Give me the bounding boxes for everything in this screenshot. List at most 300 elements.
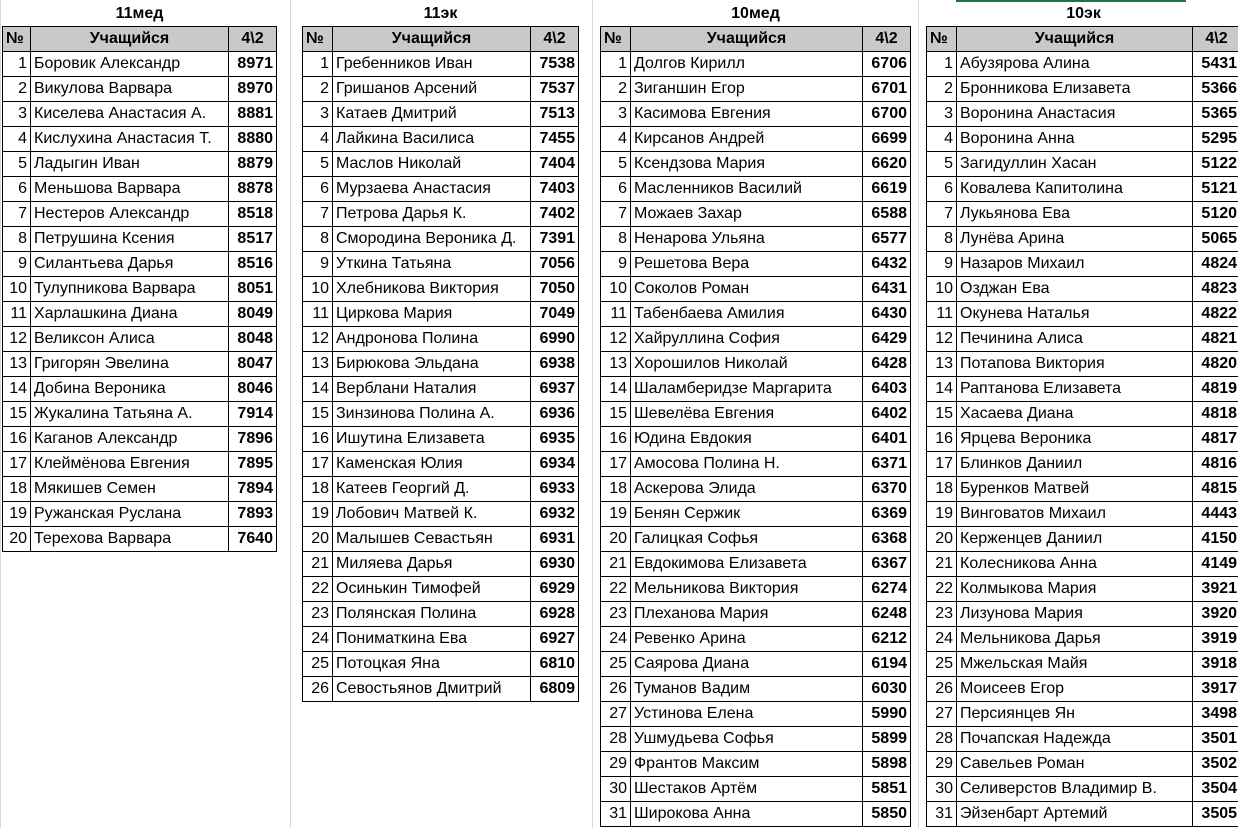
score-cell[interactable]: 4821 (1193, 327, 1238, 352)
student-name-cell[interactable]: Можаев Захар (631, 202, 863, 227)
student-name-cell[interactable]: Терехова Варвара (31, 527, 229, 552)
score-cell[interactable]: 4149 (1193, 552, 1238, 577)
row-number-cell[interactable]: 20 (303, 527, 333, 552)
student-name-cell[interactable]: Воронина Анна (957, 127, 1193, 152)
score-cell[interactable]: 6371 (863, 452, 911, 477)
score-cell[interactable]: 5120 (1193, 202, 1238, 227)
score-cell[interactable]: 6030 (863, 677, 911, 702)
row-number-cell[interactable]: 21 (601, 552, 631, 577)
row-number-cell[interactable]: 15 (303, 402, 333, 427)
student-name-cell[interactable]: Мельникова Виктория (631, 577, 863, 602)
student-name-cell[interactable]: Бирюкова Эльдана (333, 352, 531, 377)
score-cell[interactable]: 8971 (229, 52, 277, 77)
student-name-cell[interactable]: Колесникова Анна (957, 552, 1193, 577)
row-number-cell[interactable]: 24 (303, 627, 333, 652)
score-cell[interactable]: 3917 (1193, 677, 1238, 702)
score-cell[interactable]: 6430 (863, 302, 911, 327)
score-cell[interactable]: 6936 (531, 402, 579, 427)
student-name-cell[interactable]: Харлашкина Диана (31, 302, 229, 327)
row-number-cell[interactable]: 7 (303, 202, 333, 227)
student-name-cell[interactable]: Петрушина Ксения (31, 227, 229, 252)
row-number-cell[interactable]: 31 (927, 802, 957, 827)
score-cell[interactable]: 6370 (863, 477, 911, 502)
score-cell[interactable]: 6933 (531, 477, 579, 502)
student-name-cell[interactable]: Ревенко Арина (631, 627, 863, 652)
student-name-cell[interactable]: Уткина Татьяна (333, 252, 531, 277)
row-number-cell[interactable]: 26 (927, 677, 957, 702)
student-name-cell[interactable]: Смородина Вероника Д. (333, 227, 531, 252)
score-cell[interactable]: 7455 (531, 127, 579, 152)
score-cell[interactable]: 6934 (531, 452, 579, 477)
row-number-cell[interactable]: 9 (601, 252, 631, 277)
student-name-cell[interactable]: Назаров Михаил (957, 252, 1193, 277)
student-name-cell[interactable]: Боровик Александр (31, 52, 229, 77)
row-number-cell[interactable]: 17 (601, 452, 631, 477)
student-name-cell[interactable]: Юдина Евдокия (631, 427, 863, 452)
score-cell[interactable]: 7403 (531, 177, 579, 202)
score-cell[interactable]: 5121 (1193, 177, 1238, 202)
student-name-cell[interactable]: Кирсанов Андрей (631, 127, 863, 152)
row-number-cell[interactable]: 22 (927, 577, 957, 602)
column-header-student[interactable]: Учащийся (631, 27, 863, 52)
student-name-cell[interactable]: Бронникова Елизавета (957, 77, 1193, 102)
student-name-cell[interactable]: Окунева Наталья (957, 302, 1193, 327)
row-number-cell[interactable]: 13 (927, 352, 957, 377)
score-cell[interactable]: 3921 (1193, 577, 1238, 602)
row-number-cell[interactable]: 2 (927, 77, 957, 102)
student-name-cell[interactable]: Озджан Ева (957, 277, 1193, 302)
student-name-cell[interactable]: Пониматкина Ева (333, 627, 531, 652)
row-number-cell[interactable]: 2 (601, 77, 631, 102)
column-header-number[interactable]: № (3, 27, 31, 52)
score-cell[interactable]: 8517 (229, 227, 277, 252)
score-cell[interactable]: 7404 (531, 152, 579, 177)
row-number-cell[interactable]: 13 (3, 352, 31, 377)
student-name-cell[interactable]: Колмыкова Мария (957, 577, 1193, 602)
row-number-cell[interactable]: 16 (601, 427, 631, 452)
student-name-cell[interactable]: Катеев Георгий Д. (333, 477, 531, 502)
student-name-cell[interactable]: Галицкая Софья (631, 527, 863, 552)
student-name-cell[interactable]: Плеханова Мария (631, 602, 863, 627)
student-name-cell[interactable]: Клеймёнова Евгения (31, 452, 229, 477)
student-name-cell[interactable]: Селиверстов Владимир В. (957, 777, 1193, 802)
student-name-cell[interactable]: Севостьянов Дмитрий (333, 677, 531, 702)
student-name-cell[interactable]: Решетова Вера (631, 252, 863, 277)
row-number-cell[interactable]: 18 (601, 477, 631, 502)
student-name-cell[interactable]: Хлебникова Виктория (333, 277, 531, 302)
score-cell[interactable]: 7894 (229, 477, 277, 502)
student-name-cell[interactable]: Лизунова Мария (957, 602, 1193, 627)
row-number-cell[interactable]: 21 (303, 552, 333, 577)
score-cell[interactable]: 6368 (863, 527, 911, 552)
student-name-cell[interactable]: Мякишев Семен (31, 477, 229, 502)
student-name-cell[interactable]: Хорошилов Николай (631, 352, 863, 377)
score-cell[interactable]: 6927 (531, 627, 579, 652)
column-header-student[interactable]: Учащийся (31, 27, 229, 52)
score-cell[interactable]: 7914 (229, 402, 277, 427)
score-cell[interactable]: 6938 (531, 352, 579, 377)
score-cell[interactable]: 6700 (863, 102, 911, 127)
row-number-cell[interactable]: 9 (303, 252, 333, 277)
score-cell[interactable]: 6928 (531, 602, 579, 627)
score-cell[interactable]: 7391 (531, 227, 579, 252)
student-name-cell[interactable]: Моисеев Егор (957, 677, 1193, 702)
student-name-cell[interactable]: Зинзинова Полина А. (333, 402, 531, 427)
student-name-cell[interactable]: Широкова Анна (631, 802, 863, 827)
row-number-cell[interactable]: 1 (927, 52, 957, 77)
row-number-cell[interactable]: 18 (3, 477, 31, 502)
student-name-cell[interactable]: Мурзаева Анастасия (333, 177, 531, 202)
student-name-cell[interactable]: Лобович Матвей К. (333, 502, 531, 527)
score-cell[interactable]: 5065 (1193, 227, 1238, 252)
score-cell[interactable]: 8879 (229, 152, 277, 177)
row-number-cell[interactable]: 5 (927, 152, 957, 177)
student-name-cell[interactable]: Циркова Мария (333, 302, 531, 327)
score-cell[interactable]: 3498 (1193, 702, 1238, 727)
row-number-cell[interactable]: 13 (601, 352, 631, 377)
student-name-cell[interactable]: Персиянцев Ян (957, 702, 1193, 727)
row-number-cell[interactable]: 4 (927, 127, 957, 152)
student-name-cell[interactable]: Добина Вероника (31, 377, 229, 402)
score-cell[interactable]: 7049 (531, 302, 579, 327)
score-cell[interactable]: 5851 (863, 777, 911, 802)
row-number-cell[interactable]: 3 (601, 102, 631, 127)
row-number-cell[interactable]: 5 (303, 152, 333, 177)
student-name-cell[interactable]: Жукалина Татьяна А. (31, 402, 229, 427)
column-header-number[interactable]: № (601, 27, 631, 52)
student-name-cell[interactable]: Викулова Варвара (31, 77, 229, 102)
student-name-cell[interactable]: Ладыгин Иван (31, 152, 229, 177)
student-name-cell[interactable]: Эйзенбарт Артемий (957, 802, 1193, 827)
row-number-cell[interactable]: 8 (927, 227, 957, 252)
student-name-cell[interactable]: Маслов Николай (333, 152, 531, 177)
row-number-cell[interactable]: 5 (3, 152, 31, 177)
student-name-cell[interactable]: Великсон Алиса (31, 327, 229, 352)
score-cell[interactable]: 6930 (531, 552, 579, 577)
row-number-cell[interactable]: 30 (601, 777, 631, 802)
student-name-cell[interactable]: Печинина Алиса (957, 327, 1193, 352)
score-cell[interactable]: 5898 (863, 752, 911, 777)
row-number-cell[interactable]: 19 (3, 502, 31, 527)
row-number-cell[interactable]: 3 (303, 102, 333, 127)
score-cell[interactable]: 5122 (1193, 152, 1238, 177)
row-number-cell[interactable]: 1 (3, 52, 31, 77)
student-name-cell[interactable]: Полянская Полина (333, 602, 531, 627)
score-cell[interactable]: 7640 (229, 527, 277, 552)
column-header-score[interactable]: 4\2 (863, 27, 911, 52)
row-number-cell[interactable]: 19 (601, 502, 631, 527)
group-title[interactable]: 11эк (303, 2, 579, 27)
student-name-cell[interactable]: Ярцева Вероника (957, 427, 1193, 452)
student-name-cell[interactable]: Савельев Роман (957, 752, 1193, 777)
score-cell[interactable]: 4443 (1193, 502, 1238, 527)
row-number-cell[interactable]: 12 (601, 327, 631, 352)
row-number-cell[interactable]: 17 (303, 452, 333, 477)
score-cell[interactable]: 6194 (863, 652, 911, 677)
student-name-cell[interactable]: Шаламберидзе Маргарита (631, 377, 863, 402)
score-cell[interactable]: 6367 (863, 552, 911, 577)
row-number-cell[interactable]: 30 (927, 777, 957, 802)
student-name-cell[interactable]: Потапова Виктория (957, 352, 1193, 377)
student-name-cell[interactable]: Абузярова Алина (957, 52, 1193, 77)
score-cell[interactable]: 8051 (229, 277, 277, 302)
score-cell[interactable]: 6212 (863, 627, 911, 652)
group-title[interactable]: 10мед (601, 2, 911, 27)
row-number-cell[interactable]: 23 (601, 602, 631, 627)
row-number-cell[interactable]: 16 (3, 427, 31, 452)
student-name-cell[interactable]: Каганов Александр (31, 427, 229, 452)
row-number-cell[interactable]: 27 (601, 702, 631, 727)
student-name-cell[interactable]: Бенян Сержик (631, 502, 863, 527)
student-name-cell[interactable]: Малышев Севастьян (333, 527, 531, 552)
score-cell[interactable]: 6428 (863, 352, 911, 377)
row-number-cell[interactable]: 10 (601, 277, 631, 302)
score-cell[interactable]: 6403 (863, 377, 911, 402)
row-number-cell[interactable]: 1 (303, 52, 333, 77)
student-name-cell[interactable]: Катаев Дмитрий (333, 102, 531, 127)
row-number-cell[interactable]: 12 (927, 327, 957, 352)
student-name-cell[interactable]: Ксендзова Мария (631, 152, 863, 177)
row-number-cell[interactable]: 2 (3, 77, 31, 102)
score-cell[interactable]: 7893 (229, 502, 277, 527)
student-name-cell[interactable]: Хасаева Диана (957, 402, 1193, 427)
student-name-cell[interactable]: Ушмудьева Софья (631, 727, 863, 752)
student-name-cell[interactable]: Потоцкая Яна (333, 652, 531, 677)
student-name-cell[interactable]: Ишутина Елизавета (333, 427, 531, 452)
row-number-cell[interactable]: 9 (927, 252, 957, 277)
row-number-cell[interactable]: 19 (303, 502, 333, 527)
row-number-cell[interactable]: 8 (303, 227, 333, 252)
row-number-cell[interactable]: 16 (303, 427, 333, 452)
student-name-cell[interactable]: Саярова Диана (631, 652, 863, 677)
row-number-cell[interactable]: 21 (927, 552, 957, 577)
score-cell[interactable]: 8048 (229, 327, 277, 352)
row-number-cell[interactable]: 3 (927, 102, 957, 127)
row-number-cell[interactable]: 20 (927, 527, 957, 552)
row-number-cell[interactable]: 25 (303, 652, 333, 677)
score-cell[interactable]: 7537 (531, 77, 579, 102)
row-number-cell[interactable]: 23 (303, 602, 333, 627)
score-cell[interactable]: 6248 (863, 602, 911, 627)
row-number-cell[interactable]: 18 (303, 477, 333, 502)
row-number-cell[interactable]: 27 (927, 702, 957, 727)
student-name-cell[interactable]: Соколов Роман (631, 277, 863, 302)
row-number-cell[interactable]: 16 (927, 427, 957, 452)
group-title[interactable]: 11мед (3, 2, 277, 27)
row-number-cell[interactable]: 17 (927, 452, 957, 477)
student-name-cell[interactable]: Лайкина Василиса (333, 127, 531, 152)
score-cell[interactable]: 5850 (863, 802, 911, 827)
row-number-cell[interactable]: 26 (601, 677, 631, 702)
score-cell[interactable]: 8046 (229, 377, 277, 402)
student-name-cell[interactable]: Мельникова Дарья (957, 627, 1193, 652)
row-number-cell[interactable]: 20 (3, 527, 31, 552)
row-number-cell[interactable]: 14 (927, 377, 957, 402)
row-number-cell[interactable]: 29 (601, 752, 631, 777)
column-header-number[interactable]: № (927, 27, 957, 52)
row-number-cell[interactable]: 7 (3, 202, 31, 227)
score-cell[interactable]: 3918 (1193, 652, 1238, 677)
score-cell[interactable]: 6431 (863, 277, 911, 302)
student-name-cell[interactable]: Андронова Полина (333, 327, 531, 352)
score-cell[interactable]: 8881 (229, 102, 277, 127)
score-cell[interactable]: 6429 (863, 327, 911, 352)
score-cell[interactable]: 6577 (863, 227, 911, 252)
score-cell[interactable]: 7050 (531, 277, 579, 302)
student-name-cell[interactable]: Блинков Даниил (957, 452, 1193, 477)
row-number-cell[interactable]: 31 (601, 802, 631, 827)
row-number-cell[interactable]: 19 (927, 502, 957, 527)
student-name-cell[interactable]: Киселева Анастасия А. (31, 102, 229, 127)
score-cell[interactable]: 4817 (1193, 427, 1238, 452)
score-cell[interactable]: 4816 (1193, 452, 1238, 477)
student-name-cell[interactable]: Тулупникова Варвара (31, 277, 229, 302)
student-name-cell[interactable]: Почапская Надежда (957, 727, 1193, 752)
row-number-cell[interactable]: 4 (3, 127, 31, 152)
student-name-cell[interactable]: Долгов Кирилл (631, 52, 863, 77)
row-number-cell[interactable]: 10 (303, 277, 333, 302)
score-cell[interactable]: 4822 (1193, 302, 1238, 327)
student-name-cell[interactable]: Касимова Евгения (631, 102, 863, 127)
row-number-cell[interactable]: 2 (303, 77, 333, 102)
student-name-cell[interactable]: Зиганшин Егор (631, 77, 863, 102)
student-name-cell[interactable]: Лукьянова Ева (957, 202, 1193, 227)
student-name-cell[interactable]: Евдокимова Елизавета (631, 552, 863, 577)
score-cell[interactable]: 4818 (1193, 402, 1238, 427)
student-name-cell[interactable]: Каменская Юлия (333, 452, 531, 477)
student-name-cell[interactable]: Франтов Максим (631, 752, 863, 777)
row-number-cell[interactable]: 11 (303, 302, 333, 327)
row-number-cell[interactable]: 25 (601, 652, 631, 677)
score-cell[interactable]: 6701 (863, 77, 911, 102)
score-cell[interactable]: 4150 (1193, 527, 1238, 552)
column-header-score[interactable]: 4\2 (229, 27, 277, 52)
column-header-student[interactable]: Учащийся (333, 27, 531, 52)
row-number-cell[interactable]: 4 (601, 127, 631, 152)
column-header-score[interactable]: 4\2 (531, 27, 579, 52)
student-name-cell[interactable]: Ружанская Руслана (31, 502, 229, 527)
row-number-cell[interactable]: 28 (927, 727, 957, 752)
student-name-cell[interactable]: Керженцев Даниил (957, 527, 1193, 552)
score-cell[interactable]: 7538 (531, 52, 579, 77)
row-number-cell[interactable]: 13 (303, 352, 333, 377)
column-header-number[interactable]: № (303, 27, 333, 52)
score-cell[interactable]: 7056 (531, 252, 579, 277)
student-name-cell[interactable]: Раптанова Елизавета (957, 377, 1193, 402)
student-name-cell[interactable]: Устинова Елена (631, 702, 863, 727)
student-name-cell[interactable]: Аскерова Элида (631, 477, 863, 502)
row-number-cell[interactable]: 14 (303, 377, 333, 402)
score-cell[interactable]: 4815 (1193, 477, 1238, 502)
row-number-cell[interactable]: 17 (3, 452, 31, 477)
student-name-cell[interactable]: Петрова Дарья К. (333, 202, 531, 227)
student-name-cell[interactable]: Осинькин Тимофей (333, 577, 531, 602)
score-cell[interactable]: 5431 (1193, 52, 1238, 77)
score-cell[interactable]: 5990 (863, 702, 911, 727)
score-cell[interactable]: 8880 (229, 127, 277, 152)
student-name-cell[interactable]: Шевелёва Евгения (631, 402, 863, 427)
row-number-cell[interactable]: 8 (3, 227, 31, 252)
score-cell[interactable]: 8049 (229, 302, 277, 327)
row-number-cell[interactable]: 7 (927, 202, 957, 227)
row-number-cell[interactable]: 29 (927, 752, 957, 777)
row-number-cell[interactable]: 11 (927, 302, 957, 327)
score-cell[interactable]: 3505 (1193, 802, 1238, 827)
score-cell[interactable]: 6402 (863, 402, 911, 427)
student-name-cell[interactable]: Винговатов Михаил (957, 502, 1193, 527)
score-cell[interactable]: 5899 (863, 727, 911, 752)
column-header-student[interactable]: Учащийся (957, 27, 1193, 52)
row-number-cell[interactable]: 7 (601, 202, 631, 227)
row-number-cell[interactable]: 15 (601, 402, 631, 427)
score-cell[interactable]: 6931 (531, 527, 579, 552)
score-cell[interactable]: 7402 (531, 202, 579, 227)
student-name-cell[interactable]: Табенбаева Амилия (631, 302, 863, 327)
row-number-cell[interactable]: 25 (927, 652, 957, 677)
score-cell[interactable]: 6929 (531, 577, 579, 602)
row-number-cell[interactable]: 4 (303, 127, 333, 152)
row-number-cell[interactable]: 12 (3, 327, 31, 352)
row-number-cell[interactable]: 15 (3, 402, 31, 427)
score-cell[interactable]: 5365 (1193, 102, 1238, 127)
row-number-cell[interactable]: 10 (927, 277, 957, 302)
score-cell[interactable]: 3501 (1193, 727, 1238, 752)
score-cell[interactable]: 8970 (229, 77, 277, 102)
student-name-cell[interactable]: Гришанов Арсений (333, 77, 531, 102)
row-number-cell[interactable]: 14 (3, 377, 31, 402)
score-cell[interactable]: 6588 (863, 202, 911, 227)
row-number-cell[interactable]: 5 (601, 152, 631, 177)
student-name-cell[interactable]: Воронина Анастасия (957, 102, 1193, 127)
student-name-cell[interactable]: Гребенников Иван (333, 52, 531, 77)
student-name-cell[interactable]: Хайруллина София (631, 327, 863, 352)
row-number-cell[interactable]: 8 (601, 227, 631, 252)
score-cell[interactable]: 6699 (863, 127, 911, 152)
score-cell[interactable]: 4820 (1193, 352, 1238, 377)
student-name-cell[interactable]: Нестеров Александр (31, 202, 229, 227)
score-cell[interactable]: 7896 (229, 427, 277, 452)
row-number-cell[interactable]: 24 (601, 627, 631, 652)
row-number-cell[interactable]: 20 (601, 527, 631, 552)
score-cell[interactable]: 3920 (1193, 602, 1238, 627)
student-name-cell[interactable]: Шестаков Артём (631, 777, 863, 802)
score-cell[interactable]: 3502 (1193, 752, 1238, 777)
score-cell[interactable]: 6619 (863, 177, 911, 202)
student-name-cell[interactable]: Загидуллин Хасан (957, 152, 1193, 177)
score-cell[interactable]: 6990 (531, 327, 579, 352)
student-name-cell[interactable]: Верблани Наталия (333, 377, 531, 402)
score-cell[interactable]: 6401 (863, 427, 911, 452)
row-number-cell[interactable]: 28 (601, 727, 631, 752)
student-name-cell[interactable]: Силантьева Дарья (31, 252, 229, 277)
row-number-cell[interactable]: 6 (303, 177, 333, 202)
score-cell[interactable]: 6809 (531, 677, 579, 702)
row-number-cell[interactable]: 18 (927, 477, 957, 502)
student-name-cell[interactable]: Буренков Матвей (957, 477, 1193, 502)
row-number-cell[interactable]: 22 (601, 577, 631, 602)
score-cell[interactable]: 6432 (863, 252, 911, 277)
score-cell[interactable]: 6274 (863, 577, 911, 602)
score-cell[interactable]: 4823 (1193, 277, 1238, 302)
row-number-cell[interactable]: 22 (303, 577, 333, 602)
student-name-cell[interactable]: Кислухина Анастасия Т. (31, 127, 229, 152)
score-cell[interactable]: 4824 (1193, 252, 1238, 277)
score-cell[interactable]: 8047 (229, 352, 277, 377)
score-cell[interactable]: 6932 (531, 502, 579, 527)
row-number-cell[interactable]: 6 (601, 177, 631, 202)
score-cell[interactable]: 8878 (229, 177, 277, 202)
student-name-cell[interactable]: Григорян Эвелина (31, 352, 229, 377)
